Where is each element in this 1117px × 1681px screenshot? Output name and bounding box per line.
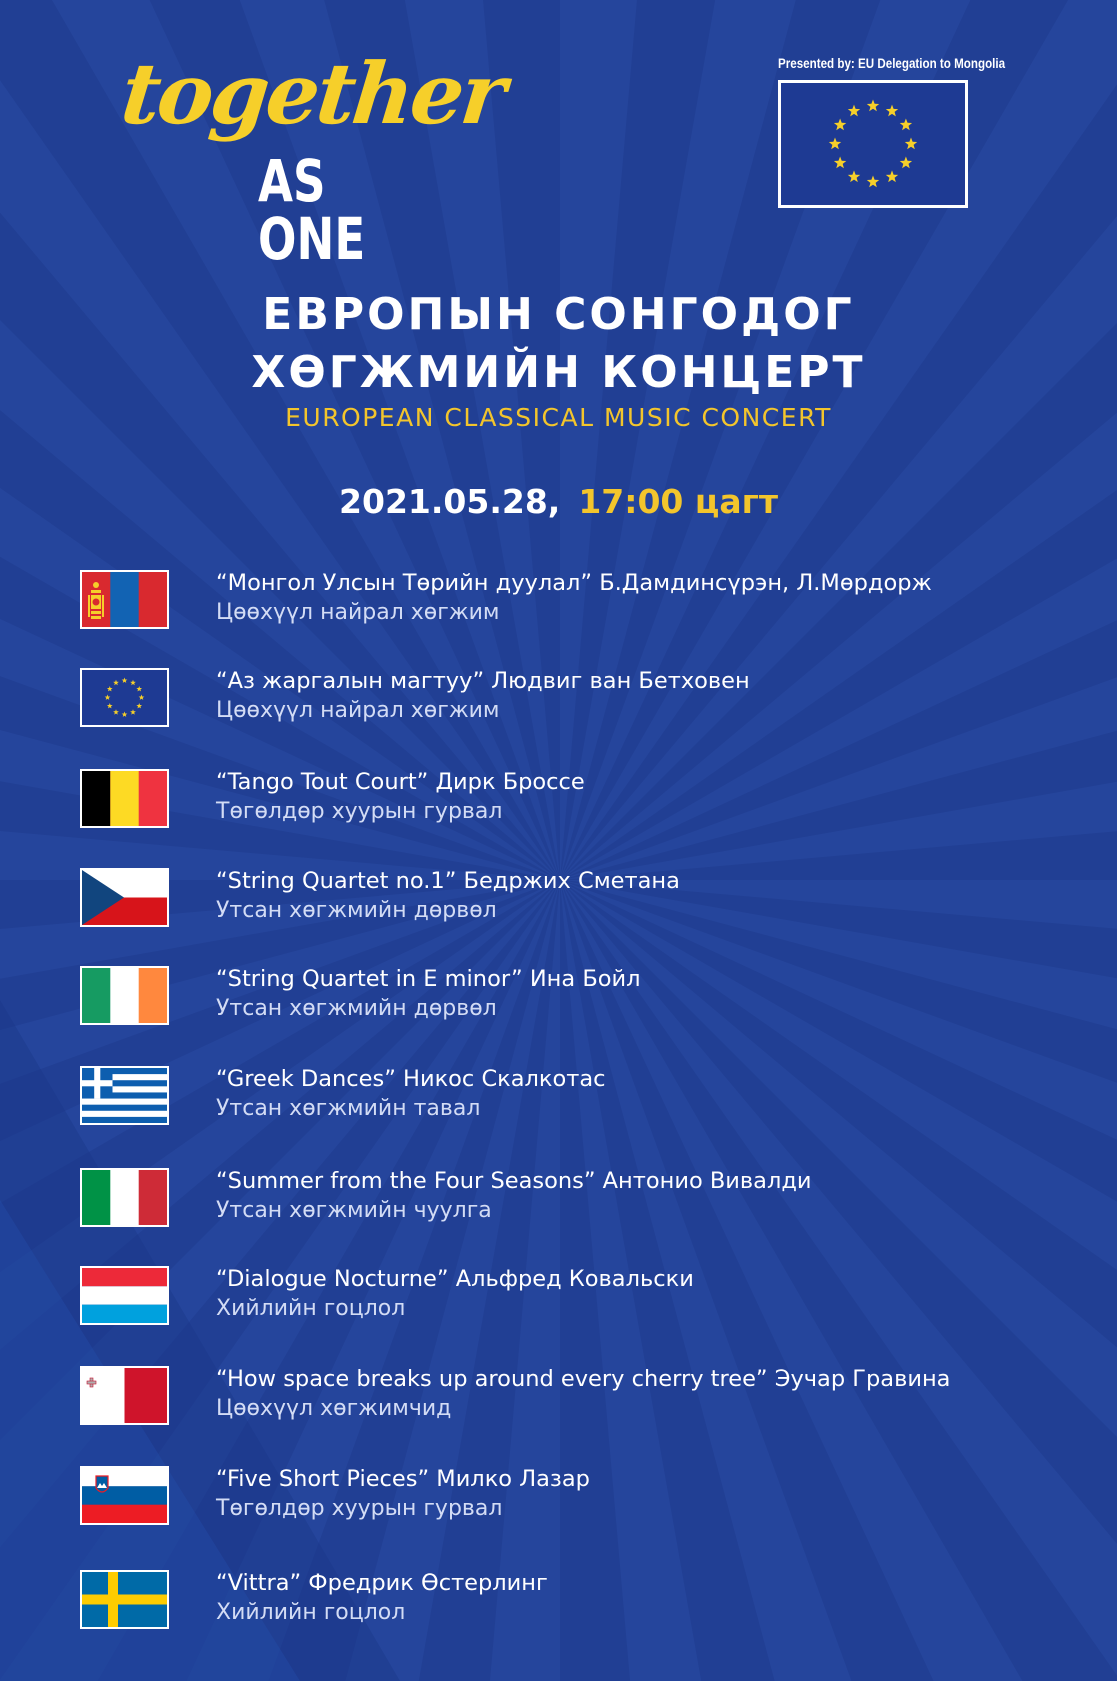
- eu-flag-icon: [80, 668, 169, 727]
- program-item-performer: Хийлийн гоцлол: [216, 1600, 406, 1625]
- title-english: EUROPEAN CLASSICAL MUSIC CONCERT: [285, 403, 832, 432]
- program-item: [0, 668, 1117, 738]
- program-item: [0, 1168, 1117, 1238]
- ireland-flag-icon: [80, 966, 169, 1025]
- program-item-title: “Summer from the Four Seasons” Антонио Вивалди: [216, 1168, 812, 1194]
- belgium-flag-icon: [80, 769, 169, 828]
- program-item-title: “Dialogue Nocturne” Альфред Ковальски: [216, 1266, 694, 1292]
- program-item-performer: Цөөхүүл найрал хөгжим: [216, 698, 500, 723]
- greece-flag-icon: [80, 1066, 169, 1125]
- eu-flag-logo: [778, 80, 968, 208]
- program-item-title: “Tango Tout Court” Дирк Броссе: [216, 769, 585, 795]
- program-item-performer: Утсан хөгжмийн дөрвөл: [216, 898, 497, 923]
- logo-subtext: AS ONE: [258, 147, 366, 273]
- title-line-1: ЕВРОПЫН СОНГОДОГ: [262, 289, 855, 340]
- program-item: [0, 769, 1117, 839]
- program-item-title: “Five Short Pieces” Милко Лазар: [216, 1466, 590, 1492]
- italy-flag-icon: [80, 1168, 169, 1227]
- logo-script-text: together: [116, 44, 508, 143]
- program-item-performer: Утсан хөгжмийн дөрвөл: [216, 996, 497, 1021]
- program-item-performer: Утсан хөгжмийн чуулга: [216, 1198, 492, 1223]
- program-item-title: “Greek Dances” Никос Скалкотас: [216, 1066, 606, 1092]
- program-item-title: “String Quartet no.1” Бедржих Сметана: [216, 868, 680, 894]
- program-item: [0, 1570, 1117, 1640]
- program-item-title: “How space breaks up around every cherry tree” Эучар Гравина: [216, 1366, 951, 1392]
- event-date: 2021.05.28,: [339, 482, 561, 521]
- program-item: [0, 570, 1117, 640]
- program-item: [0, 966, 1117, 1036]
- program-item-performer: Цөөхүүл найрал хөгжим: [216, 600, 500, 625]
- program-item-title: “Аз жаргалын магтуу” Людвиг ван Бетховен: [216, 668, 750, 694]
- event-time: 17:00 цагт: [578, 482, 778, 521]
- title-line-2: ХӨГЖМИЙН КОНЦЕРТ: [251, 347, 866, 398]
- program-item-title: “Монгол Улсын Төрийн дуулал” Б.Дамдинсүрэн, Л.Мөрдорж: [216, 570, 932, 596]
- malta-flag-icon: [80, 1366, 169, 1425]
- program-item-performer: Төгөлдөр хуурын гурвал: [216, 1496, 503, 1521]
- slovenia-flag-icon: [80, 1466, 169, 1525]
- program-item: [0, 1266, 1117, 1336]
- program-item-performer: Хийлийн гоцлол: [216, 1296, 406, 1321]
- program-item: [0, 1466, 1117, 1536]
- mongolia-flag-icon: [80, 570, 169, 629]
- luxembourg-flag-icon: [80, 1266, 169, 1325]
- sweden-flag-icon: [80, 1570, 169, 1629]
- program-item-performer: Цөөхүүл хөгжимчид: [216, 1396, 452, 1421]
- event-datetime: [0, 482, 1117, 521]
- program-item-title: “Vittra” Фредрик Өстерлинг: [216, 1570, 548, 1596]
- program-item-performer: Төгөлдөр хуурын гурвал: [216, 799, 503, 824]
- program-item: [0, 1066, 1117, 1136]
- program-item-performer: Утсан хөгжмийн тавал: [216, 1096, 481, 1121]
- together-as-one-logo: [116, 44, 508, 273]
- czech-flag-icon: [80, 868, 169, 927]
- presenter-label: Presented by: EU Delegation to Mongolia: [778, 56, 1006, 71]
- program-item: [0, 1366, 1117, 1436]
- program-item: [0, 868, 1117, 938]
- program-item-title: “String Quartet in E minor” Ина Бойл: [216, 966, 641, 992]
